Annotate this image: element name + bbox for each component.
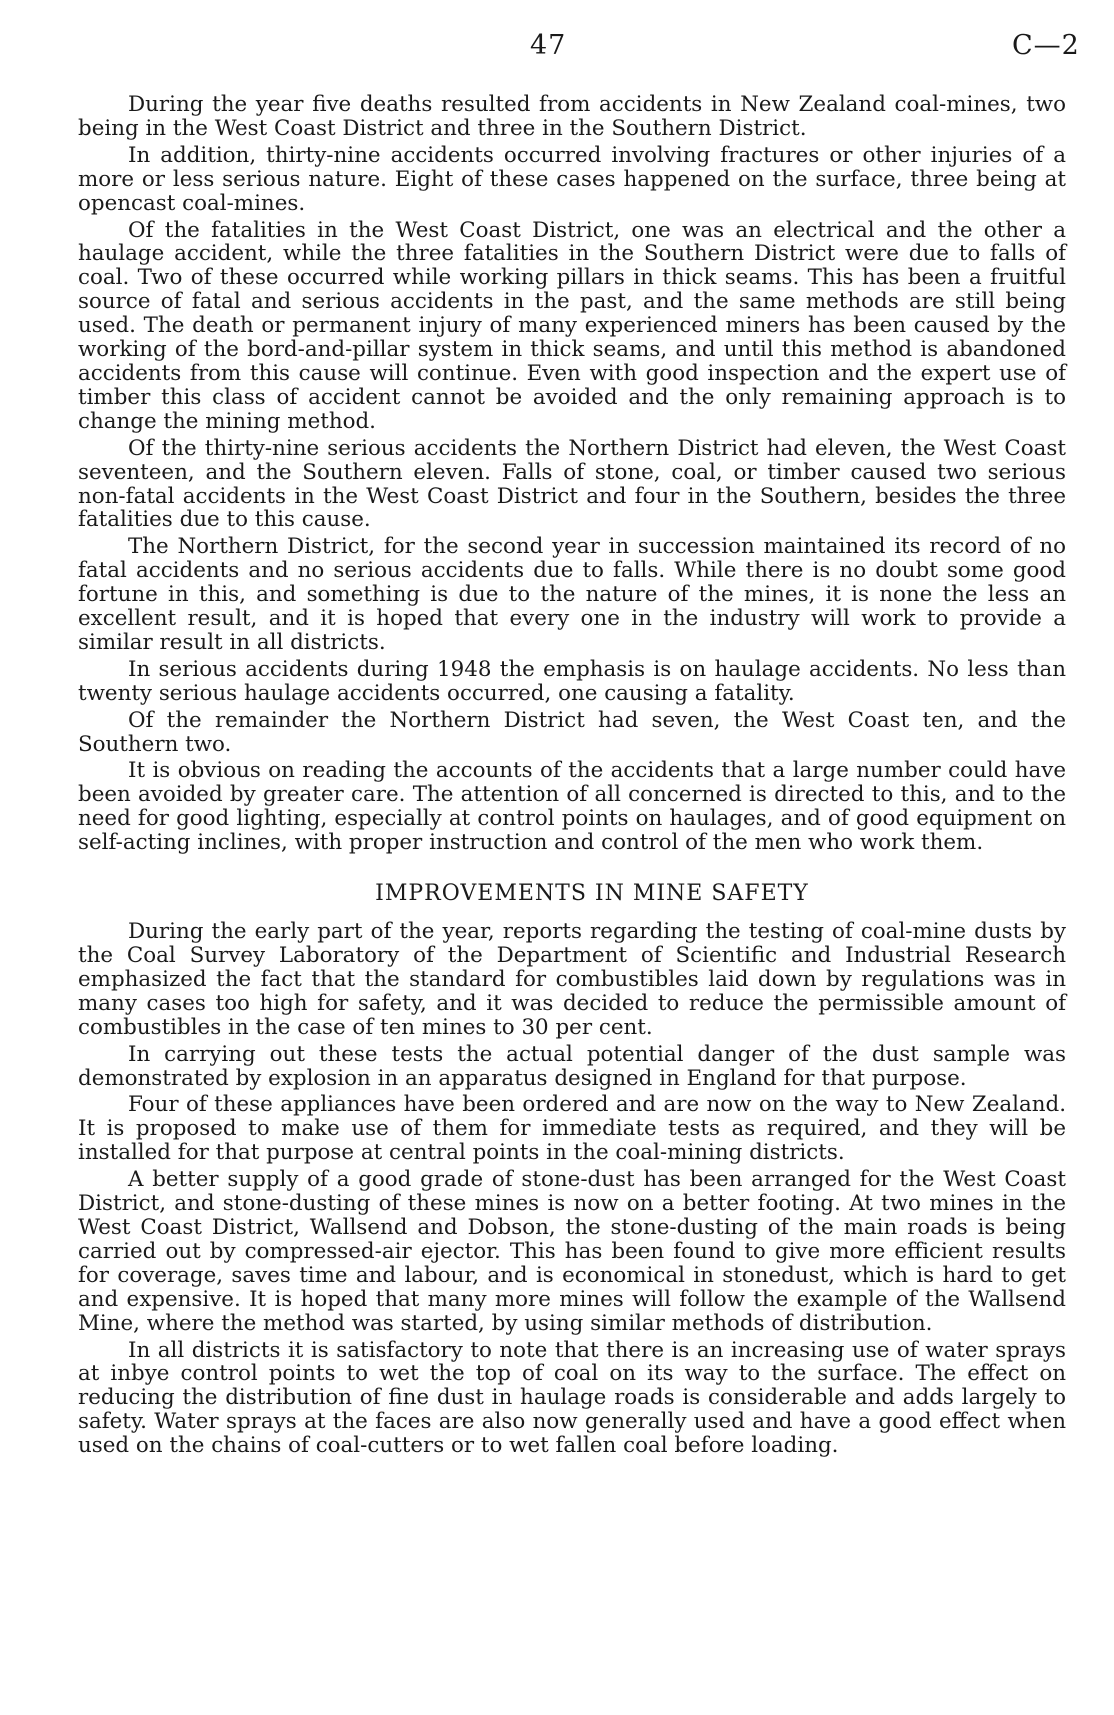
paragraph: Of the thirty-nine serious accidents the Northern District had eleven, the West Coast seventeen, and the Southern eleven. Falls of stone, coal, or timber caused two serious non-fatal accidents in the West Coast District and four in the Southern, besides the three fatalities due to this cause.: [78, 435, 1066, 533]
body-text: [78, 93, 1066, 1461]
section-heading: IMPROVEMENTS IN MINE SAFETY: [375, 881, 809, 907]
page-number: 47: [530, 30, 567, 61]
paragraph: Of the remainder the Northern District had seven, the West Coast ten, and the Southern two.: [78, 707, 1066, 757]
paragraph: In carrying out these tests the actual potential danger of the dust sample was demonstrated by explosion in an apparatus designed in England for that purpose.: [78, 1041, 1066, 1091]
paragraph: A better supply of a good grade of stone-dust has been arranged for the West Coast District, and stone-dusting of these mines is now on a better footing. At two mines in the West Coast District, Wallsend and Dobson, the stone-dusting of the main roads is being carried out by compressed-air ejector. This has been found to give more efficient results for coverage, saves time and labour, and is economical in stonedust, which is hard to get and expensive. It is hoped that many more mines will follow the example of the Wallsend Mine, where the method was started, by using similar methods of distribution.: [78, 1167, 1066, 1336]
page-reference: C—2: [1012, 30, 1080, 61]
paragraph: Four of these appliances have been ordered and are now on the way to New Zealand. It is proposed to make use of them for immediate tests as required, and they will be installed for that purpose at central points in the coal-mining districts.: [78, 1092, 1066, 1166]
paragraph: The Northern District, for the second year in succession maintained its record of no fatal accidents and no serious accidents due to falls. While there is no doubt some good fortune in this, and something is due to the nature of the mines, it is none the less an excellent result, and it is hoped that every one in the industry will work to provide a similar result in all districts.: [78, 534, 1066, 655]
paragraph: In addition, thirty-nine accidents occurred involving fractures or other injuries of a more or less serious nature. Eight of these cases happened on the surface, three being at opencast coal-mines.: [78, 142, 1066, 216]
paragraph: In serious accidents during 1948 the emphasis is on haulage accidents. No less than twenty serious haulage accidents occurred, one causing a fatality.: [78, 656, 1066, 706]
paragraph: In all districts it is satisfactory to note that there is an increasing use of water sprays at inbye control points to wet the top of coal on its way to the surface. The effect on reducing the distribution of fine dust in haulage roads is considerable and adds largely to safety. Water sprays at the faces are also now generally used and have a good effect when used on the chains of coal-cutters or to wet fallen coal before loading.: [78, 1337, 1066, 1459]
paragraph: During the early part of the year, reports regarding the testing of coal-mine dusts by the Coal Survey Laboratory of the Department of Scientific and Industrial Research emphasized the fact that the standard for combustibles laid down by regulations was in many cases too high for safety, and it was decided to reduce the permissible amount of combustibles in the case of ten mines to 30 per cent.: [78, 919, 1066, 1040]
paragraph: It is obvious on reading the accounts of the accidents that a large number could have been avoided by greater care. The attention of all concerned is directed to this, and to the need for good lighting, especially at control points on haulages, and of good equipment on self-acting inclines, with proper instruction and control of the men who work them.: [78, 758, 1066, 856]
paragraph: Of the fatalities in the West Coast District, one was an electrical and the other a haulage accident, while the three fatalities in the Southern District were due to falls of coal. Two of these occurred while working pillars in thick seams. This has been a fruitful source of fatal and serious accidents in the past, and the same methods are still being used. The death or permanent injury of many experienced miners has been caused by the working of the bord-and-pillar system in thick seams, and until this method is abandoned accidents from this cause will continue. Even with good inspection and the expert use of timber this class of accident cannot be avoided and the only remaining approach is to change the mining method.: [78, 217, 1066, 434]
paragraph: During the year five deaths resulted from accidents in New Zealand coal-mines, two being in the West Coast District and three in the Southern District.: [78, 92, 1066, 141]
